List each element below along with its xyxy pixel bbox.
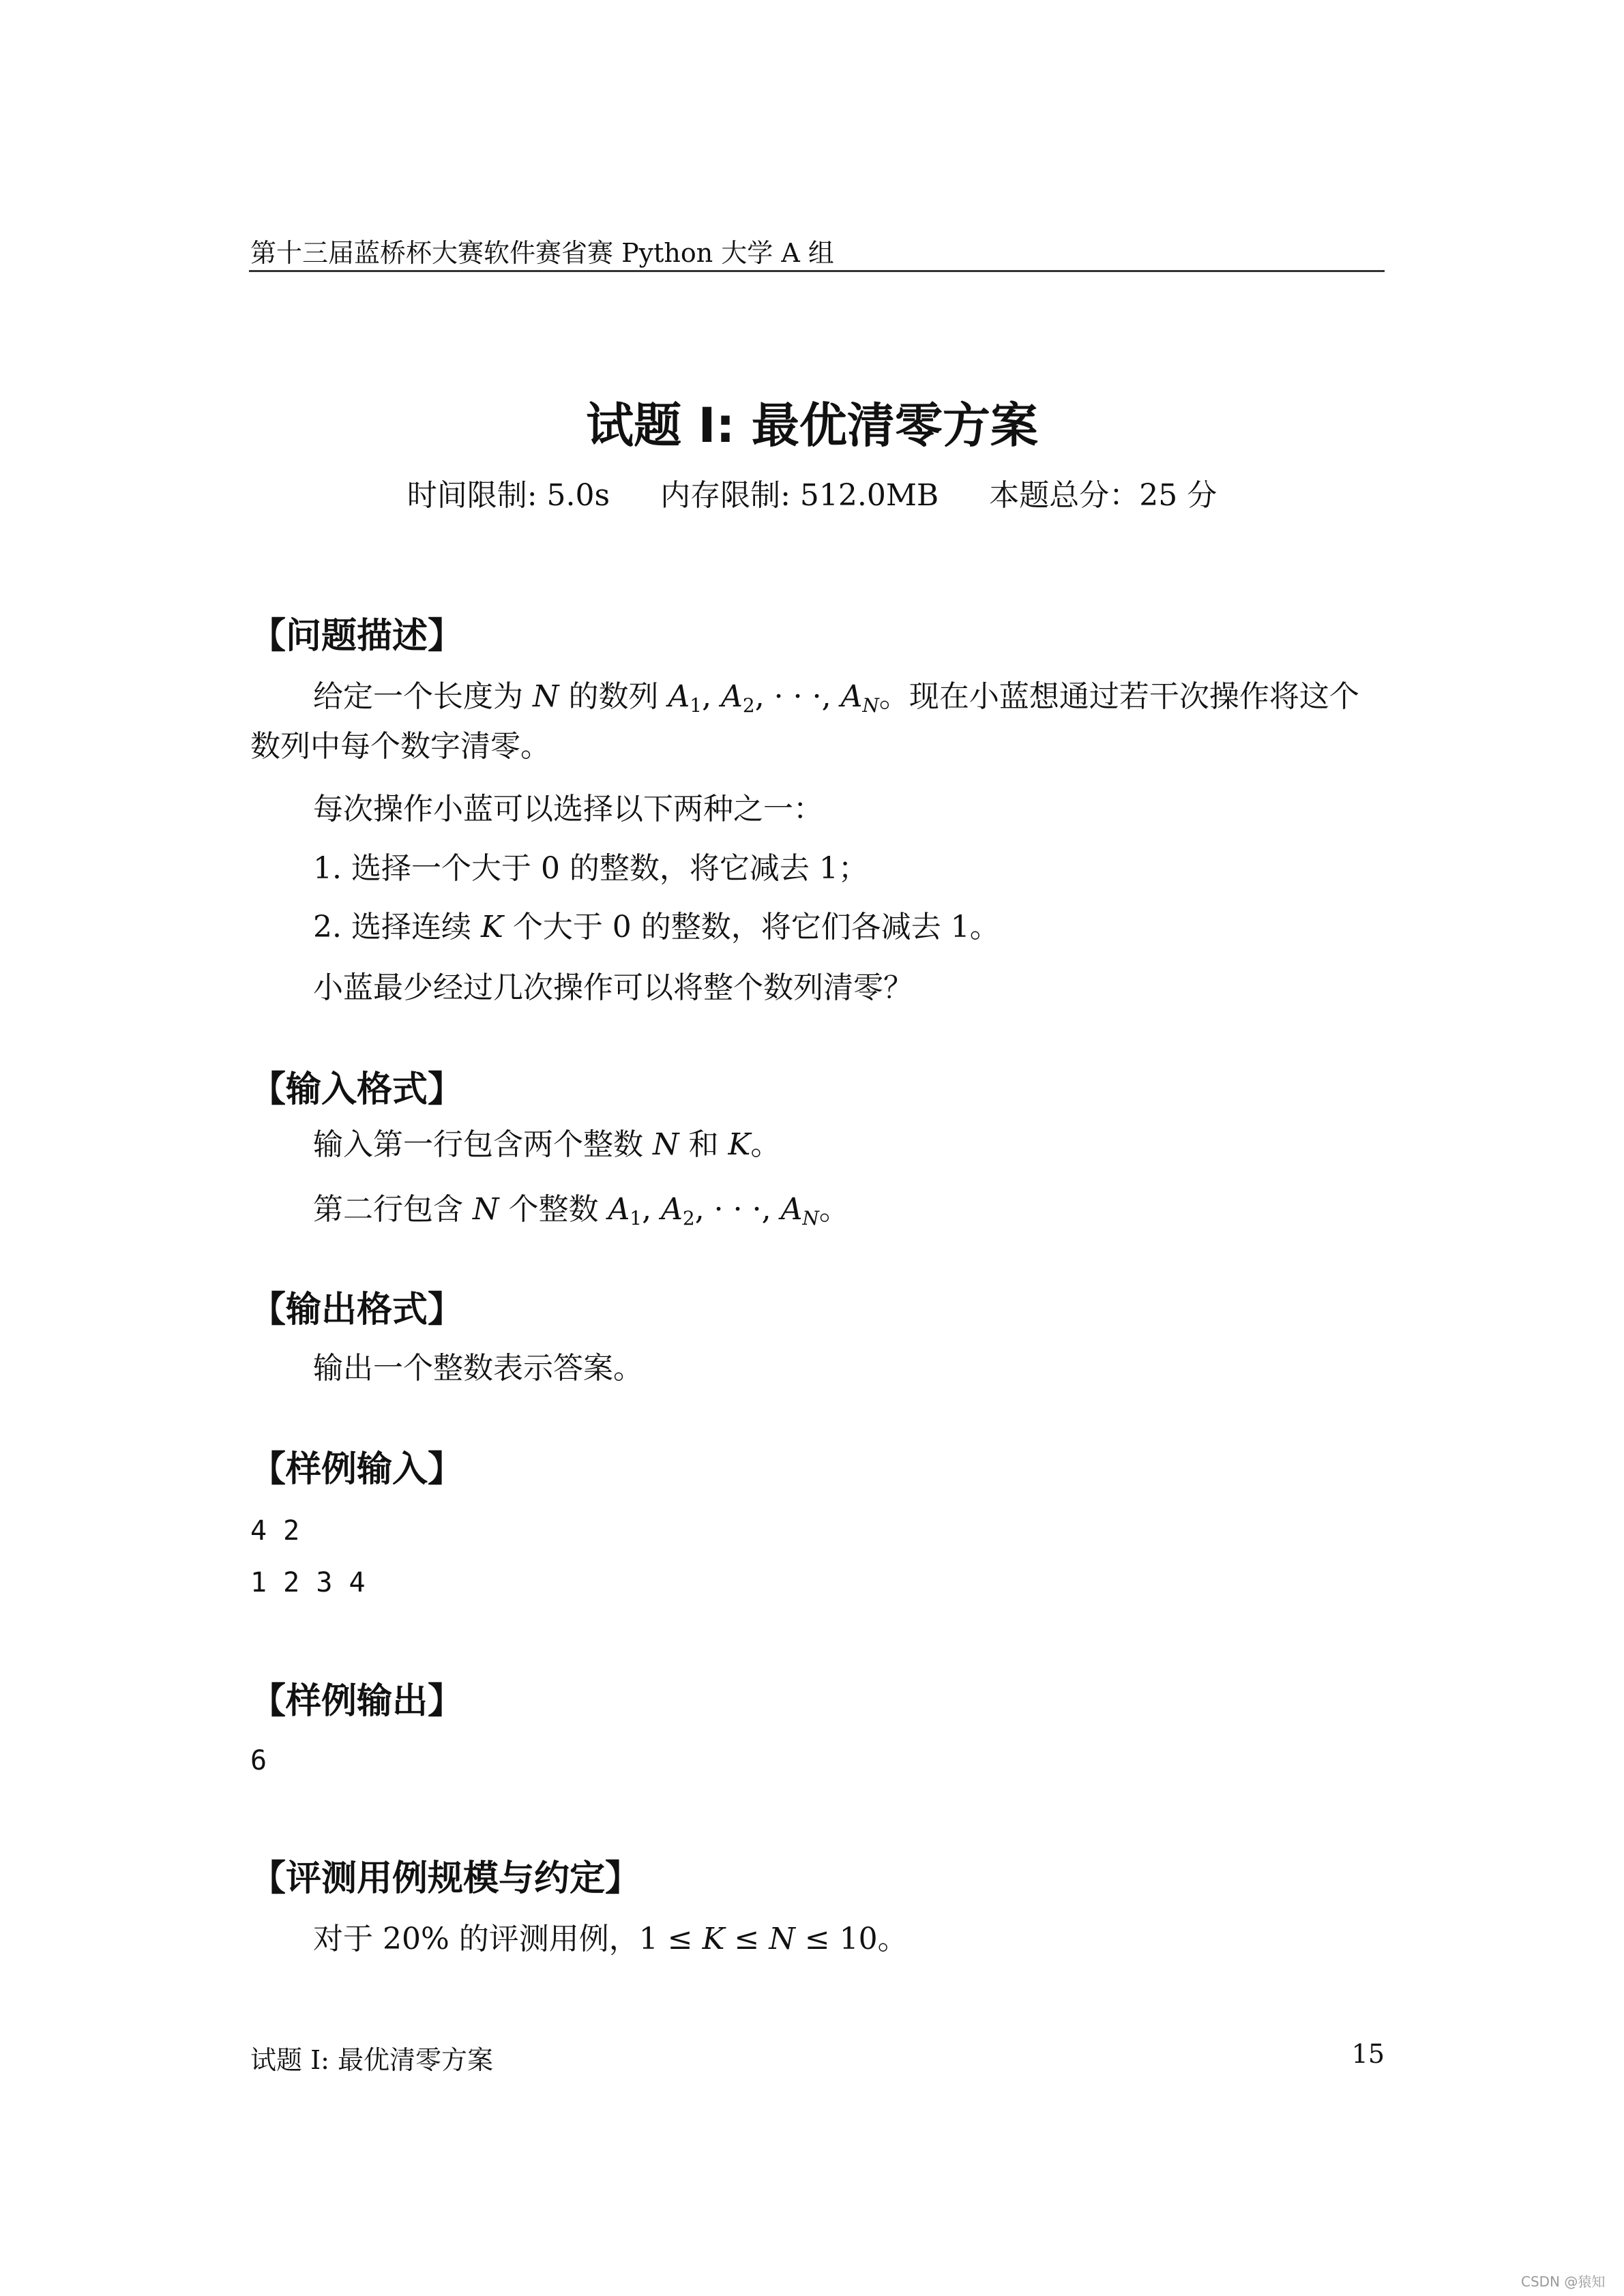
problem-limits: [0, 471, 1624, 514]
problem-title: 试题 I: 最优清零方案: [586, 398, 1038, 453]
description-paragraph-2: 每次操作小蓝可以选择以下两种之一：: [313, 792, 823, 826]
section-heading-input-format: 【输入格式】: [250, 1069, 464, 1110]
input-format-line-1: 输入第一行包含两个整数 N 和 K。: [313, 1127, 781, 1162]
output-format-line-1: 输出一个整数表示答案。: [313, 1351, 643, 1386]
total-score: 本题总分：25 分: [989, 478, 1217, 513]
description-paragraph-1: 给定一个长度为 N 的数列 $A_1$, $A_2$, · · ·, $A_N$。现在小蓝想通过若干次操作将这个数列中每个数字清零。: [250, 679, 1359, 764]
watermark: CSDN @猿知: [1521, 2273, 1606, 2290]
sample-input-line-2: 1 2 3 4: [250, 1567, 366, 1598]
time-limit: 时间限制: 5.0s: [407, 478, 610, 513]
input-format-line-2: 第二行包含 N 个整数 $A_1$, $A_2$, · · ·, $A_N$。: [313, 1192, 849, 1229]
section-heading-description: 【问题描述】: [250, 616, 464, 657]
header-rule: [249, 270, 1385, 272]
sample-input-line-1: 4 2: [250, 1515, 300, 1547]
description-option-2: 2. 选择连续 K 个大于 0 的整数，将它们各减去 1。: [313, 910, 1000, 944]
running-header: 第十三届蓝桥杯大赛软件赛省赛 Python 大学 A 组: [250, 238, 834, 268]
section-heading-sample-input: 【样例输入】: [250, 1449, 464, 1490]
footer-problem-name: 试题 I: 最优清零方案: [250, 2045, 493, 2075]
section-heading-constraints: 【评测用例规模与约定】: [250, 1858, 641, 1899]
section-heading-sample-output: 【样例输出】: [250, 1681, 464, 1722]
constraints-line-1: 对于 20% 的评测用例，1 ≤ K ≤ N ≤ 10。: [313, 1922, 908, 1956]
section-heading-output-format: 【输出格式】: [250, 1289, 464, 1330]
sample-output-line-1: 6: [250, 1745, 267, 1776]
description-option-1: 1. 选择一个大于 0 的整数，将它减去 1；: [313, 851, 868, 886]
page-number: 15: [1351, 2039, 1385, 2069]
memory-limit: 内存限制: 512.0MB: [660, 478, 939, 513]
description-question: 小蓝最少经过几次操作可以将整个数列清零？: [313, 970, 913, 1005]
